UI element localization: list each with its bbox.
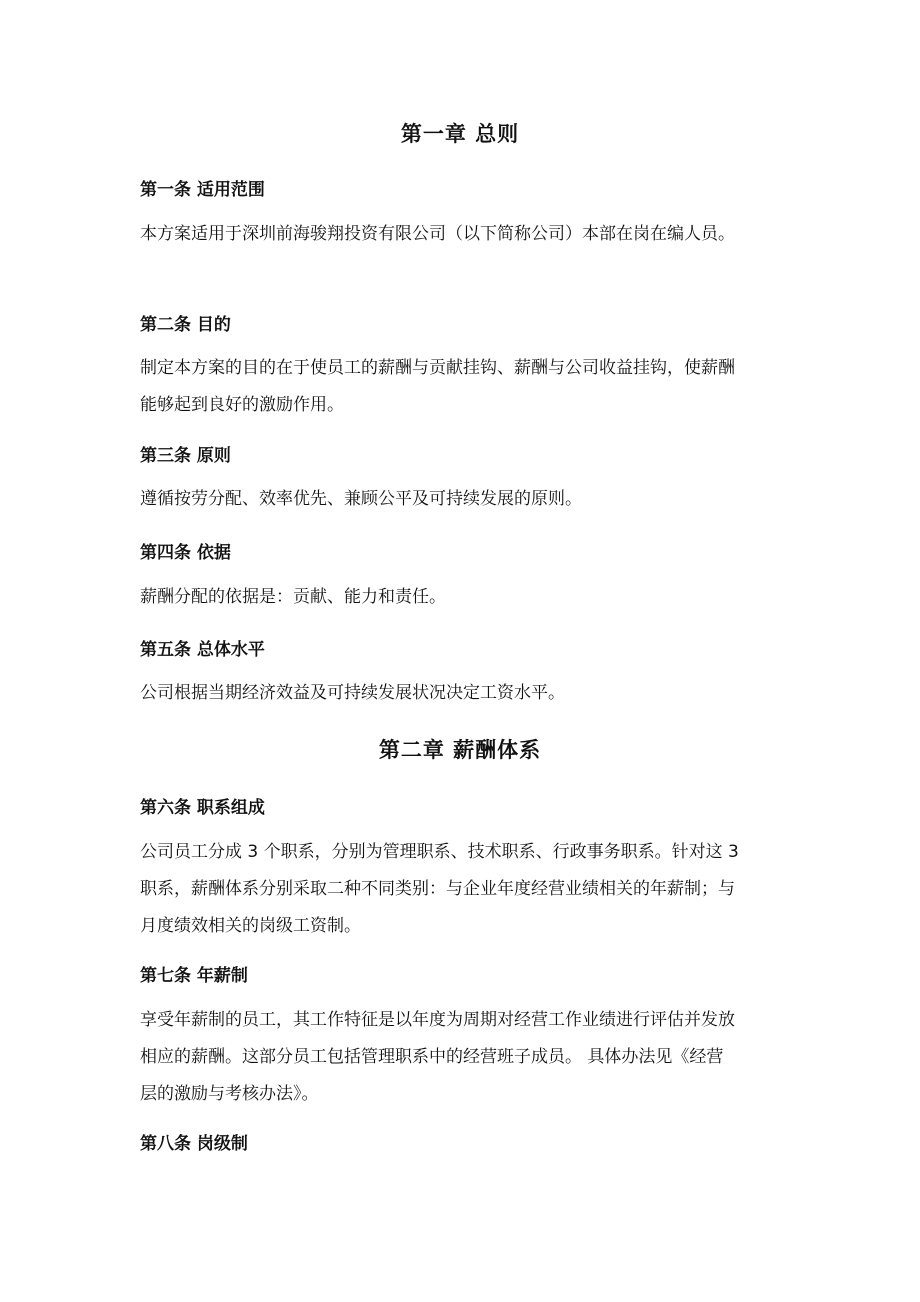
article-8-heading: 第八条 岗级制	[140, 1134, 248, 1154]
article-7-line-3: 层的激励与考核办法》。	[140, 1084, 319, 1104]
article-2-line-1: 制定本方案的目的在于使员工的薪酬与贡献挂钩、薪酬与公司收益挂钩，使薪酬	[140, 358, 735, 378]
article-7-heading: 第七条 年薪制	[140, 966, 248, 986]
article-1-body	[140, 216, 790, 253]
article-4-line-1: 薪酬分配的依据是：贡献、能力和责任。	[140, 587, 446, 607]
article-7-line-2: 相应的薪酬。这部分员工包括管理职系中的经营班子成员。 具体办法见《经营	[140, 1047, 724, 1067]
article-6-body	[140, 834, 790, 945]
article-3-line-1: 遵循按劳分配、效率优先、兼顾公平及可持续发展的原则。	[140, 489, 582, 509]
article-2-line-2: 能够起到良好的激励作用。	[140, 395, 344, 415]
article-6-heading: 第六条 职系组成	[140, 798, 265, 818]
article-5-heading: 第五条 总体水平	[140, 640, 265, 660]
article-1-heading: 第一条 适用范围	[140, 180, 265, 200]
article-7-body	[140, 1002, 790, 1113]
article-4-body	[140, 579, 790, 616]
article-6-line-2: 职系，薪酬体系分别采取二种不同类别：与企业年度经营业绩相关的年薪制；与	[140, 879, 735, 899]
article-6-line-1: 公司员工分成 3 个职系，分别为管理职系、技术职系、行政事务职系。针对这 3	[140, 842, 739, 862]
article-6-line-3: 月度绩效相关的岗级工资制。	[140, 916, 361, 936]
article-1-line-1: 本方案适用于深圳前海骏翔投资有限公司（以下简称公司）本部在岗在编人员。	[140, 224, 735, 244]
article-2-heading: 第二条 目的	[140, 315, 231, 335]
chapter-1-title: 第一章 总则	[400, 122, 520, 146]
article-7-line-1: 享受年薪制的员工，其工作特征是以年度为周期对经营工作业绩进行评估并发放	[140, 1010, 735, 1030]
article-5-line-1: 公司根据当期经济效益及可持续发展状况决定工资水平。	[140, 683, 565, 703]
article-5-body	[140, 675, 790, 712]
article-2-body	[140, 350, 790, 424]
article-3-body	[140, 481, 790, 518]
chapter-2-title: 第二章 薪酬体系	[378, 738, 542, 762]
article-4-heading: 第四条 依据	[140, 543, 231, 563]
article-3-heading: 第三条 原则	[140, 446, 231, 466]
